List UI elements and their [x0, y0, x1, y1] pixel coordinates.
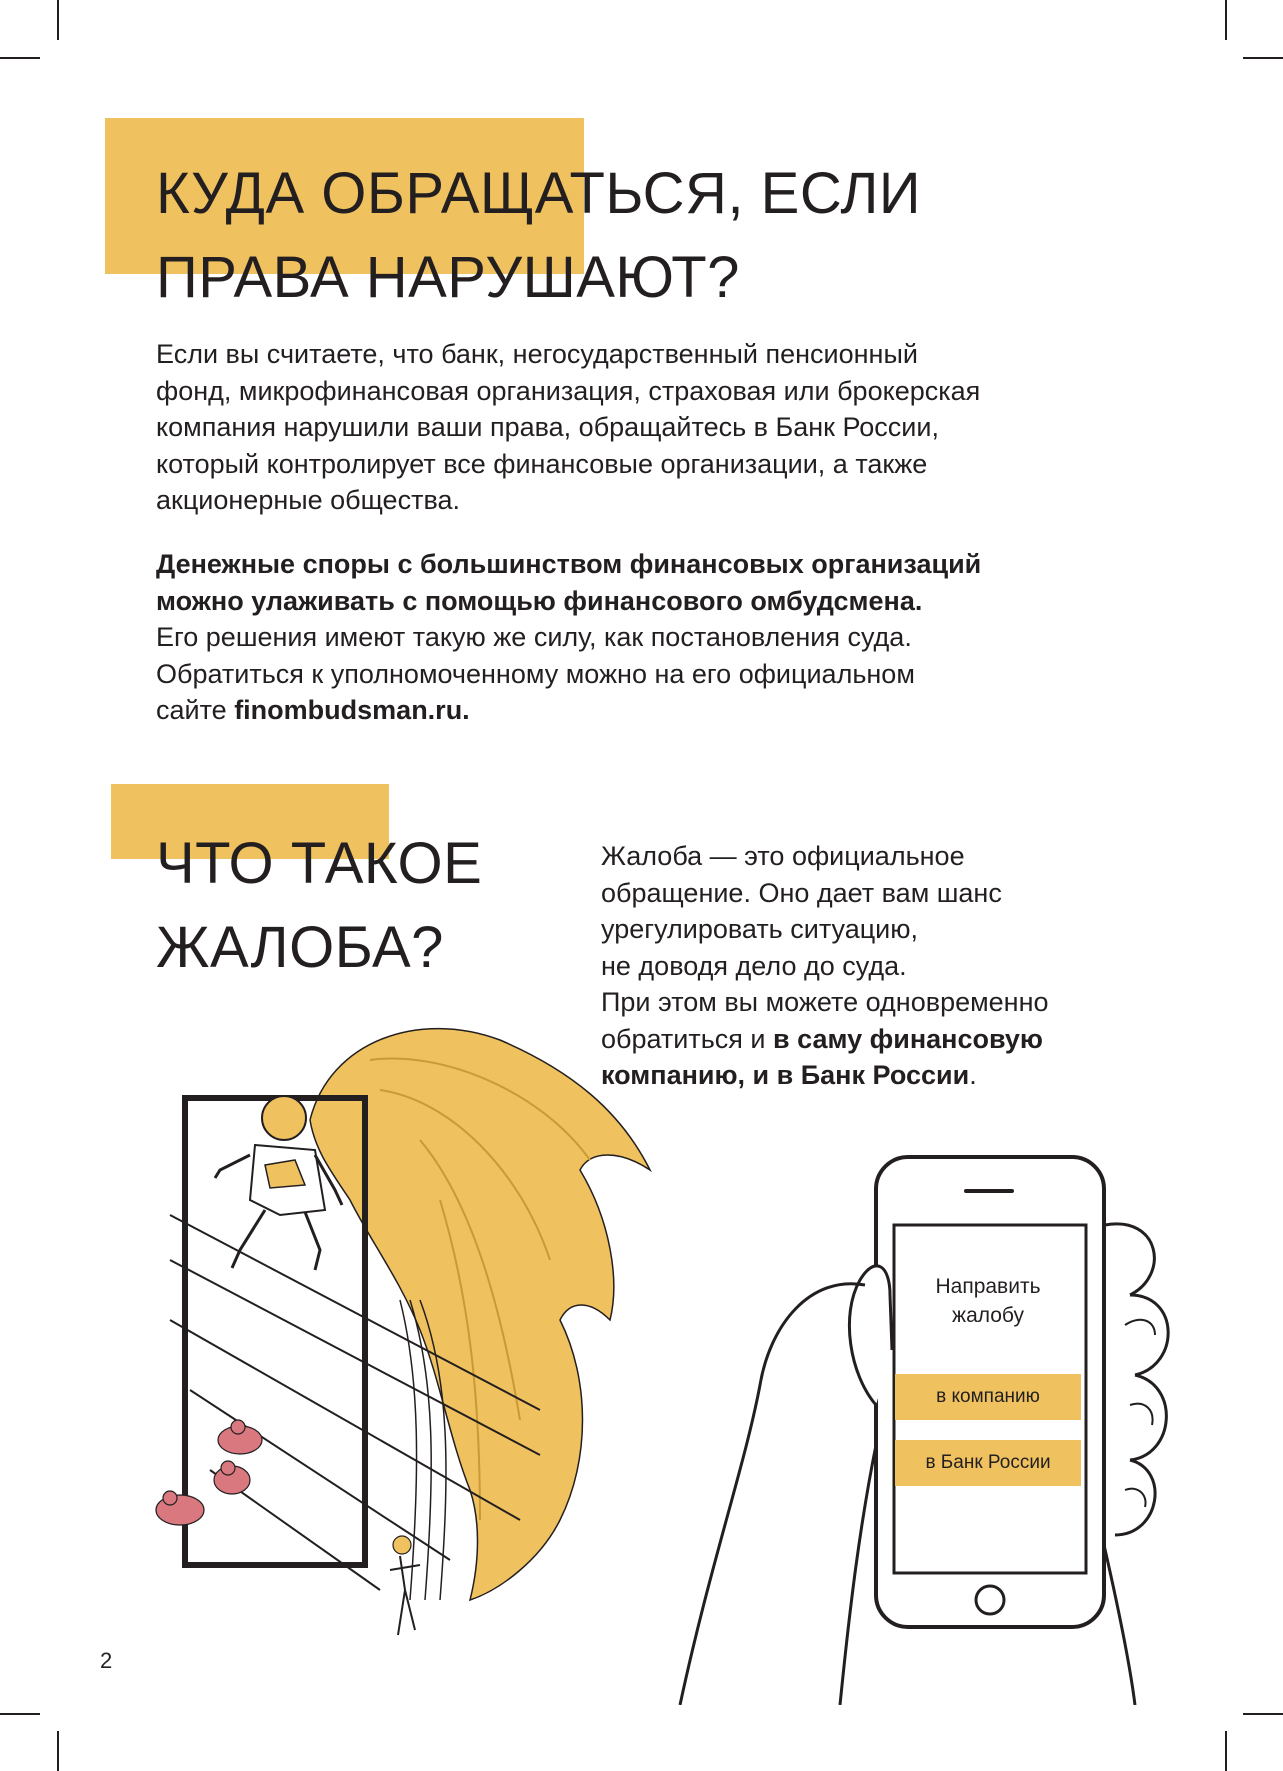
- text-line: [601, 1057, 1161, 1094]
- crop-mark: [0, 1713, 40, 1715]
- section-title-line: ЖАЛОБА?: [156, 915, 444, 980]
- section-title: [156, 822, 482, 990]
- text-line: Его решения имеют такую же силу, как постановления суда.: [156, 622, 912, 652]
- section-title-line: КУДА ОБРАЩАТЬСЯ, ЕСЛИ: [156, 161, 922, 226]
- text-line: урегулировать ситуацию,: [601, 914, 919, 944]
- phone-prompt: [895, 1272, 1081, 1330]
- text-fragment: обратиться и: [601, 1023, 774, 1054]
- intro-paragraph: [156, 336, 1116, 519]
- send-to-bank-of-russia-button[interactable]: в Банк России: [895, 1440, 1081, 1486]
- text-fragment-bold: компанию, и в Банк России: [601, 1060, 970, 1090]
- text-line: который контролирует все финансовые организации, а также: [156, 448, 928, 479]
- text-line-bold: Денежные споры с большинством финансовых организаций: [156, 549, 982, 579]
- crop-mark: [57, 1731, 59, 1771]
- superhero-illustration: [120, 1000, 660, 1660]
- complaint-paragraph: [601, 838, 1161, 1094]
- text-line: Обратиться к уполномоченному можно на его официальном: [156, 658, 915, 689]
- ombudsman-paragraph: [156, 546, 1116, 729]
- text-line: акционерные общества.: [156, 485, 461, 515]
- text-line: обращение. Оно дает вам шанс: [601, 877, 1002, 908]
- text-line: Жалоба — это официальное: [601, 841, 965, 871]
- text-line-bold: можно улаживать с помощью финансового омбудсмена.: [156, 585, 923, 616]
- send-to-company-button[interactable]: в компанию: [895, 1374, 1081, 1420]
- text-line: Если вы считаете, что банк, негосударственный пенсионный: [156, 339, 918, 369]
- ombudsman-link[interactable]: finombudsman.ru.: [234, 695, 470, 725]
- crop-mark: [1243, 1713, 1283, 1715]
- phone-prompt-line: Направить: [935, 1275, 1041, 1298]
- text-fragment: .: [969, 1060, 977, 1090]
- text-line: При этом вы можете одновременно: [601, 987, 1049, 1017]
- text-line: компания нарушили ваши права, обращайтесь в Банк России,: [156, 412, 939, 442]
- text-line: не доводя дело до суда.: [601, 950, 907, 981]
- text-line: [156, 692, 1116, 729]
- text-line: фонд, микрофинансовая организация, страховая или брокерская: [156, 375, 981, 406]
- crop-mark: [1225, 1731, 1227, 1771]
- crop-mark: [1225, 0, 1227, 40]
- section-title-line: ЧТО ТАКОЕ: [156, 831, 483, 896]
- page-number: 2: [100, 1648, 113, 1673]
- text-fragment-bold: в саму финансовую: [773, 1023, 1043, 1054]
- crop-mark: [0, 57, 40, 59]
- text-fragment: сайте: [156, 695, 235, 725]
- text-line: [601, 1021, 1161, 1058]
- phone-prompt-line: жалобу: [952, 1304, 1024, 1327]
- crop-mark: [1243, 57, 1283, 59]
- section-title: [156, 152, 921, 320]
- section-title-line: ПРАВА НАРУШАЮТ?: [156, 245, 740, 310]
- hand-holding-phone-illustration: [660, 1145, 1180, 1705]
- crop-mark: [57, 0, 59, 40]
